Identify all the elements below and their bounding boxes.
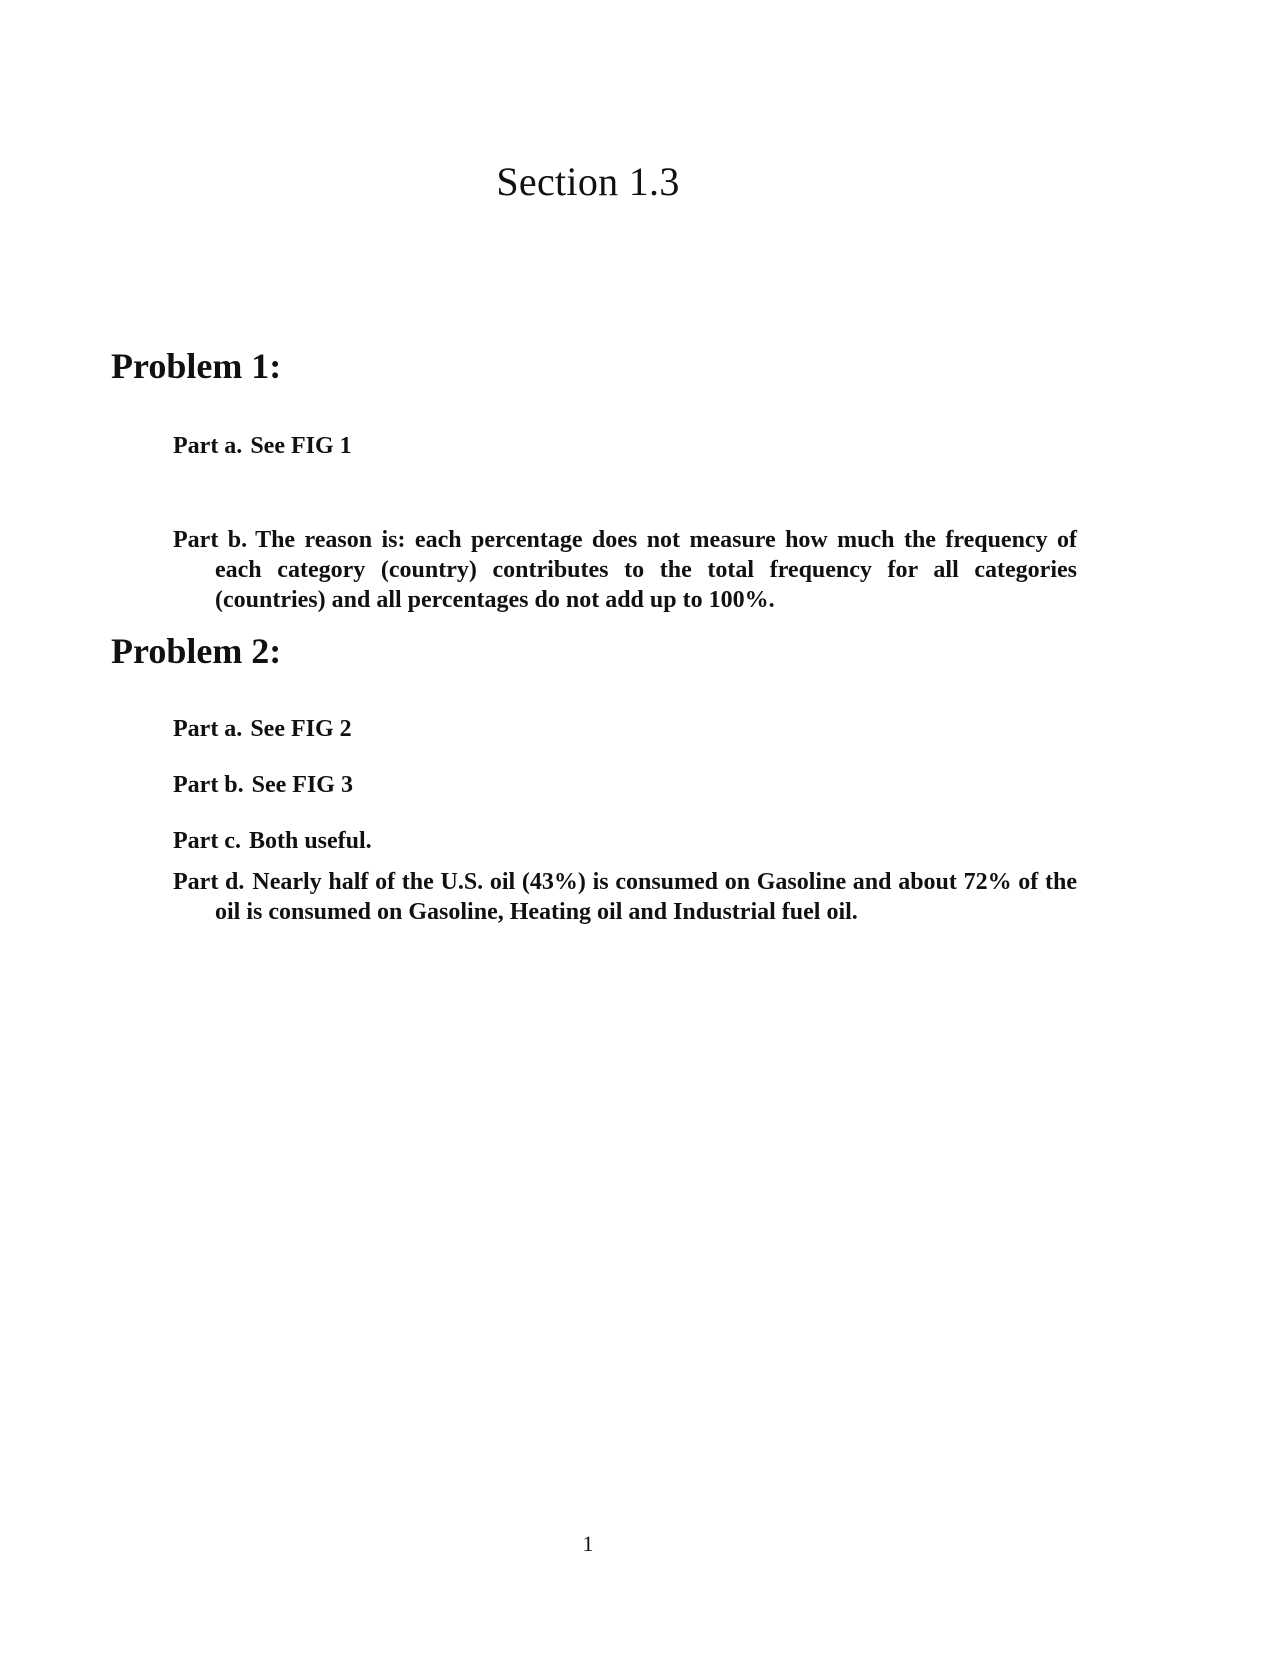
problem-2-part-a	[173, 714, 1077, 744]
part-text: See FIG 2	[250, 716, 352, 742]
part-text: See FIG 1	[250, 433, 352, 459]
problem-1-heading: Problem 1:	[111, 346, 282, 386]
part-text: Both useful.	[248, 828, 372, 854]
part-text: The reason is: each percentage does not measure how much the frequency of each category (country) contributes to the total frequency for all categories (countries) and all percentages do not add up to 100%.	[215, 527, 1077, 613]
problem-1-part-b	[173, 525, 1077, 615]
problem-2-part-c	[173, 826, 1077, 856]
problem-2-heading: Problem 2:	[111, 631, 282, 671]
page-number: 1	[582, 1531, 594, 1556]
part-text: See FIG 3	[251, 772, 353, 798]
problem-2-part-b	[173, 770, 1077, 800]
part-label: Part b.	[173, 527, 248, 553]
part-text: Nearly half of the U.S. oil (43%) is consumed on Gasoline and about 72% of the oil is consumed on Gasoline, Heating oil and Industrial fuel oil.	[215, 869, 1077, 925]
section-title: Section 1.3	[496, 159, 680, 204]
part-label: Part b.	[173, 772, 244, 798]
part-label: Part a.	[173, 716, 243, 742]
part-label: Part a.	[173, 433, 243, 459]
part-label: Part d.	[173, 869, 245, 895]
part-label: Part c.	[173, 828, 241, 854]
problem-1-part-a	[173, 431, 1077, 461]
problem-2-part-d	[173, 867, 1077, 927]
